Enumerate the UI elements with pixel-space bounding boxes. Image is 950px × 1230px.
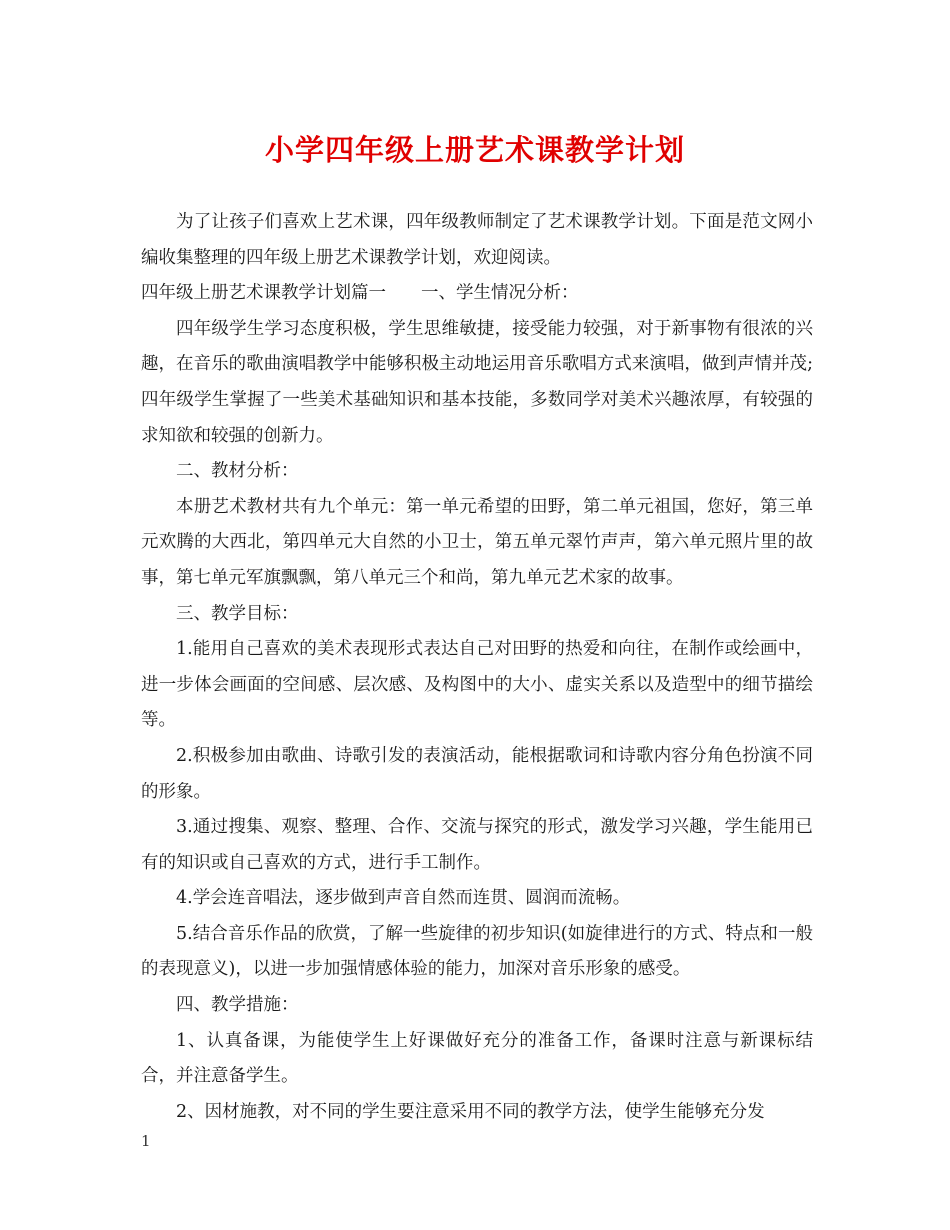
materials-paragraph: 本册艺术教材共有九个单元：第一单元希望的田野，第二单元祖国，您好，第三单元欢腾的大西北，第四单元大自然的小卫士，第五单元翠竹声声，第六单元照片里的故事，第七单元军旗飘飘，第八单元三个和尚，第九单元艺术家的故事。 <box>141 496 813 588</box>
goal-item-2: 2.积极参加由歌曲、诗歌引发的表演活动，能根据歌词和诗歌内容分角色扮演不同的形象。 <box>141 745 813 802</box>
section-heading-plan-1: 四年级上册艺术课教学计划篇一 一、学生情况分析： <box>141 283 579 304</box>
section-heading-goals: 三、教学目标： <box>176 603 299 624</box>
measure-item-2: 2、因材施教，对不同的学生要注意采用不同的教学方法，使学生能够充分发 <box>176 1101 765 1122</box>
document-title: 小学四年级上册艺术课教学计划 <box>264 133 685 167</box>
measure-item-1: 1、认真备课，为能使学生上好课做好充分的准备工作，备课时注意与新课标结合，并注意备学生。 <box>141 1030 813 1087</box>
goal-item-5: 5.结合音乐作品的欣赏，了解一些旋律的初步知识(如旋律进行的方式、特点和一般的表现意义)，以进一步加强情感体验的能力，加深对音乐形象的感受。 <box>141 923 813 980</box>
goal-item-4: 4.学会连音唱法，逐步做到声音自然而连贯、圆润而流畅。 <box>176 888 631 909</box>
student-analysis-paragraph: 四年级学生学习态度积极，学生思维敏捷，接受能力较强，对于新事物有很浓的兴趣，在音乐的歌曲演唱教学中能够积极主动地运用音乐歌唱方式来演唱，做到声情并茂;四年级学生掌握了一些美术基础知识和基本技能，多数同学对美术兴趣浓厚，有较强的求知欲和较强的创新力。 <box>141 318 813 446</box>
section-heading-materials: 二、教材分析： <box>176 461 299 482</box>
document-body <box>141 205 813 1130</box>
goal-item-3: 3.通过搜集、观察、整理、合作、交流与探究的形式，激发学习兴趣，学生能用已有的知识或自己喜欢的方式，进行手工制作。 <box>141 817 813 873</box>
page-number: 1 <box>141 1132 151 1150</box>
intro-paragraph: 为了让孩子们喜欢上艺术课，四年级教师制定了艺术课教学计划。下面是范文网小编收集整理的四年级上册艺术课教学计划，欢迎阅读。 <box>141 212 813 268</box>
section-heading-measures: 四、教学措施： <box>176 995 299 1016</box>
goal-item-1: 1.能用自己喜欢的美术表现形式表达自己对田野的热爱和向往，在制作或绘画中，进一步体会画面的空间感、层次感、及构图中的大小、虚实关系以及造型中的细节描绘等。 <box>141 639 813 731</box>
